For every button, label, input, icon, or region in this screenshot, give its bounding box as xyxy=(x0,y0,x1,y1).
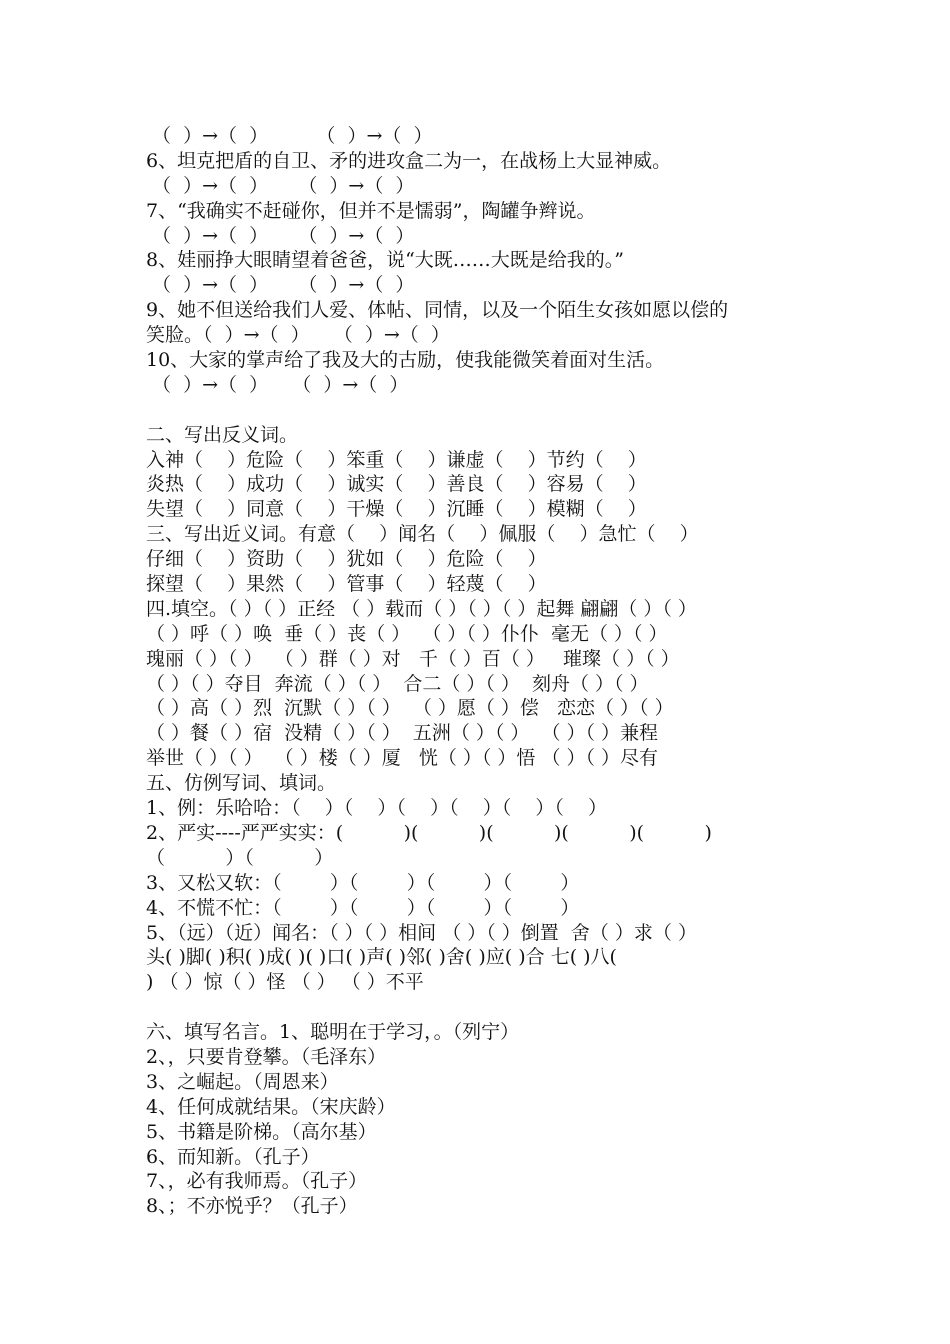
imitation-item-3: 3、又松又软：（ ）（ ）（ ）（ ） xyxy=(146,871,580,894)
antonym-row: 炎热（ ）成功（ ）诚实（ ）善良（ ）容易（ ） xyxy=(146,473,647,496)
imitation-item-5-continued: 头( )脚( )积( )成( )( )口( )声( )邻( )舍( )应( )合 七( )八( xyxy=(146,946,617,969)
antonym-row: 失望（ ）同意（ ）干燥（ ）沉睡（ ）模糊（ ） xyxy=(146,498,647,521)
quote-item: 6、而知新。（孔子） xyxy=(146,1145,320,1168)
section-heading-imitation: 五、仿例写词、填词。 xyxy=(146,772,337,795)
answer-blanks-10: （ ）→（ ） （ ）→（ ） xyxy=(146,373,409,396)
fill-in-row: （ ）呼（ ）唤 垂（ ）丧（ ） （ ）（ ）仆仆 毫无（ ）（ ） xyxy=(146,622,668,645)
section-heading-synonyms: 三、写出近义词。有意（ ）闻名（ ）佩服（ ）急忙（ ） xyxy=(146,523,699,546)
quote-item: 8、；不亦悦乎？（孔子） xyxy=(146,1195,358,1218)
section-heading-fill-in: 四.填空。（ ）（ ）正经 （ ）载而（ ）（ ）（ ）起舞 翩翩（ ）（ ） xyxy=(146,597,697,620)
section-heading-antonyms: 二、写出反义词。 xyxy=(146,423,299,446)
answer-blanks-8: （ ）→（ ） （ ）→（ ） xyxy=(146,274,415,297)
worksheet-document xyxy=(146,124,826,1219)
quote-item: 7、，必有我师焉。（孔子） xyxy=(146,1170,368,1193)
fill-in-row: 瑰丽（ ）（ ） （ ）群（ ）对 千（ ）百（ ） 璀璨（ ）（ ） xyxy=(146,647,680,670)
answer-blanks-7: （ ）→（ ） （ ）→（ ） xyxy=(146,224,415,247)
quote-item: 2、，只要肯登攀。（毛泽东） xyxy=(146,1045,387,1068)
imitation-item-1: 1、例：乐哈哈：（ ）（ ）（ ）（ ）（ ）（ ） xyxy=(146,797,608,820)
fill-in-row: （ ）高（ ）烈 沉默（ ）（ ） （ ）愿（ ）偿 恋恋（ ）（ ） xyxy=(146,697,674,720)
imitation-item-4: 4、不慌不忙：（ ）（ ）（ ）（ ） xyxy=(146,896,580,919)
synonym-row: 仔细（ ）资助（ ）犹如（ ）危险（ ） xyxy=(146,548,547,571)
imitation-item-5-continued: ) （ ）惊（ ）怪 （ ） （ ）不平 xyxy=(146,971,424,994)
question-9: 9、她不但送给我们人爱、体帖、同情，以及一个陌生女孩如愿以偿的 xyxy=(146,299,729,322)
question-6: 6、坦克把盾的自卫、矛的进攻盒二为一，在战杨上大显神威。 xyxy=(146,149,672,172)
section-heading-quotes: 六、填写名言。1、聪明在于学习，。（列宁） xyxy=(146,1021,520,1044)
blank-line xyxy=(146,398,826,423)
synonym-row: 探望（ ）果然（ ）管事（ ）轻蔑（ ） xyxy=(146,573,547,596)
imitation-item-2: 2、严实----严严实实：( )( )( )( )( ) xyxy=(146,821,712,844)
question-9-continued: 笑脸。（ ）→（ ） （ ）→（ ） xyxy=(146,324,450,347)
fill-in-row: （ ）（ ）夺目 奔流（ ）（ ） 合二（ ）（ ） 刻舟（ ）（ ） xyxy=(146,672,649,695)
text-line: （ ）→（ ） （ ）→（ ） xyxy=(146,125,433,147)
answer-blanks-6: （ ）→（ ） （ ）→（ ） xyxy=(146,174,415,197)
quote-item: 3、之崛起。（周恩来） xyxy=(146,1070,339,1093)
question-8: 8、娃丽挣大眼睛望着爸爸，说“大既……大既是给我的。” xyxy=(146,249,625,272)
quote-item: 5、书籍是阶梯。（高尔基） xyxy=(146,1120,377,1143)
quote-item: 4、任何成就结果。（宋庆龄） xyxy=(146,1095,396,1118)
antonym-row: 入神（ ）危险（ ）笨重（ ）谦虚（ ）节约（ ） xyxy=(146,448,647,471)
question-10: 10、大家的掌声给了我及大的古励，使我能微笑着面对生活。 xyxy=(146,349,665,372)
imitation-item-5: 5、（远）（近）闻名：（ ）（ ）相间 （ ）（ ）倒置 舍（ ）求（ ） xyxy=(146,921,697,944)
imitation-item-2-continued: （ ）（ ） xyxy=(146,846,334,869)
question-7: 7、“我确实不赶碰你，但并不是懦弱”，陶罐争辫说。 xyxy=(146,199,596,222)
blank-line xyxy=(146,995,826,1020)
fill-in-row: 举世（ ）（ ） （ ）楼（ ）厦 恍（ ）（ ）悟 （ ）（ ）尽有 xyxy=(146,747,659,770)
fill-in-row: （ ）餐（ ）宿 没精（ ）（ ） 五洲（ ）（ ） （ ）（ ）兼程 xyxy=(146,722,659,745)
